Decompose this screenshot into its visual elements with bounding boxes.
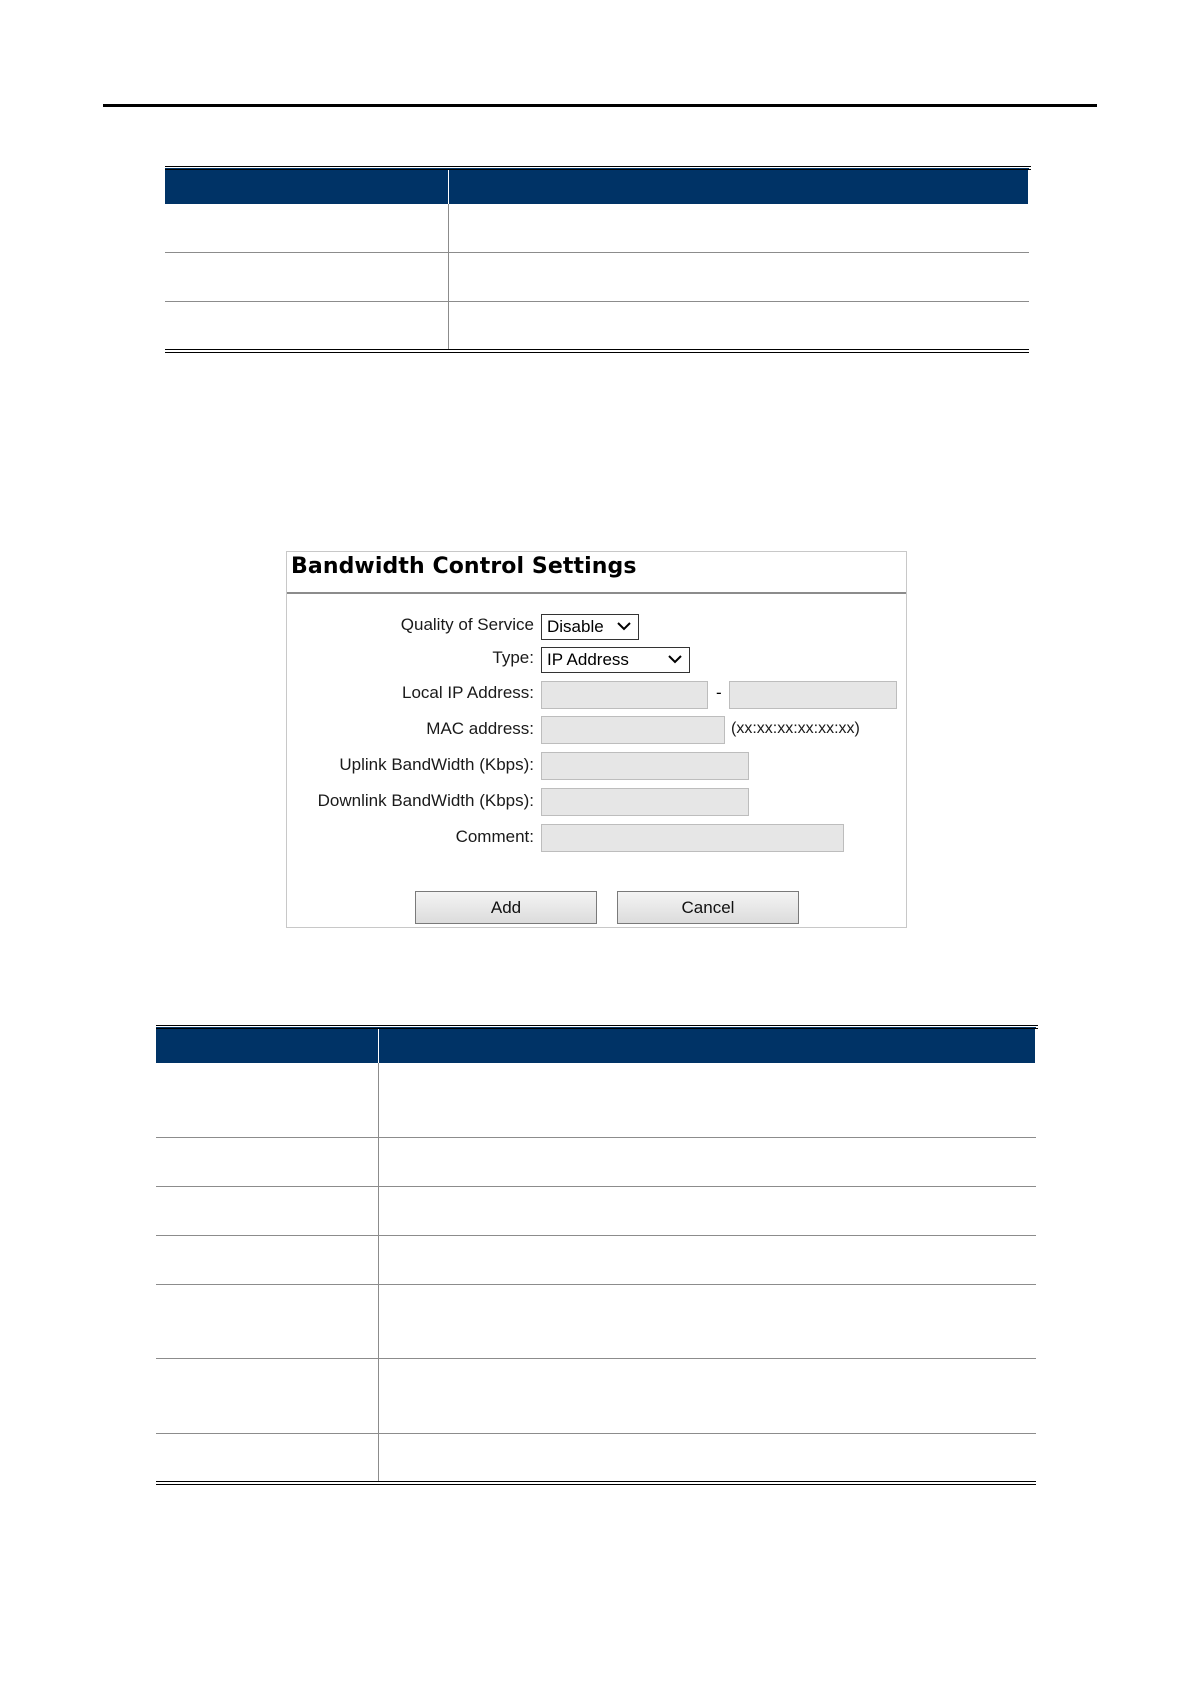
qos-select-value: Disable <box>547 617 604 636</box>
table-row <box>165 301 1029 351</box>
table-cell <box>156 1433 378 1483</box>
table-cell <box>165 204 448 252</box>
downlink-bandwidth-input[interactable] <box>541 788 749 816</box>
table-row <box>165 252 1029 301</box>
local-ip-start-input[interactable] <box>541 681 708 709</box>
local-ip-end-input[interactable] <box>729 681 897 709</box>
panel-title: Bandwidth Control Settings <box>291 554 637 579</box>
table-cell <box>156 1137 378 1186</box>
type-label: Type: <box>492 648 534 667</box>
table-cell <box>448 301 1029 351</box>
table-cell <box>156 1284 378 1358</box>
panel-title-divider <box>287 592 906 594</box>
add-button[interactable]: Add <box>415 891 597 924</box>
table-cell <box>378 1186 1036 1235</box>
qos-select[interactable] <box>541 614 639 640</box>
table-row <box>156 1137 1036 1186</box>
table-cell <box>448 204 1029 252</box>
uplink-label: Uplink BandWidth (Kbps): <box>339 755 534 774</box>
chevron-down-icon <box>667 651 683 667</box>
table-row <box>165 204 1029 252</box>
mac-format-hint: (xx:xx:xx:xx:xx:xx) <box>731 720 860 737</box>
table-header-cell <box>165 168 448 204</box>
mac-address-input[interactable] <box>541 716 725 744</box>
type-select[interactable] <box>541 647 690 673</box>
comment-label: Comment: <box>455 827 534 846</box>
table-row <box>156 1358 1036 1433</box>
table-cell <box>156 1358 378 1433</box>
table-header-cell <box>448 168 1029 204</box>
table-row <box>156 1284 1036 1358</box>
table-header-row <box>165 168 1029 204</box>
ip-range-separator: - <box>716 683 722 702</box>
table-row <box>156 1235 1036 1284</box>
table-cell <box>378 1433 1036 1483</box>
table-cell <box>378 1063 1036 1137</box>
table-cell <box>378 1235 1036 1284</box>
page-header-rule <box>103 104 1097 107</box>
table-cell <box>378 1137 1036 1186</box>
bandwidth-control-panel <box>286 551 907 928</box>
table-cell <box>165 301 448 351</box>
table-cell <box>165 252 448 301</box>
table-cell <box>378 1358 1036 1433</box>
table-header-cell <box>378 1027 1036 1063</box>
table-row <box>156 1063 1036 1137</box>
uplink-bandwidth-input[interactable] <box>541 752 749 780</box>
table-header-row <box>156 1027 1036 1063</box>
chevron-down-icon <box>616 618 632 634</box>
downlink-label: Downlink BandWidth (Kbps): <box>317 791 534 810</box>
local-ip-label: Local IP Address: <box>402 683 534 702</box>
cancel-button[interactable]: Cancel <box>617 891 799 924</box>
table-header-cell <box>156 1027 378 1063</box>
doc-table-1 <box>165 166 1031 353</box>
table-row <box>156 1186 1036 1235</box>
table-cell <box>156 1235 378 1284</box>
type-select-value: IP Address <box>547 650 629 669</box>
mac-label: MAC address: <box>426 719 534 738</box>
qos-label: Quality of Service <box>400 615 534 634</box>
table-cell <box>156 1186 378 1235</box>
table-cell <box>156 1063 378 1137</box>
comment-input[interactable] <box>541 824 844 852</box>
doc-table-2 <box>156 1025 1038 1485</box>
table-row <box>156 1433 1036 1483</box>
table-cell <box>378 1284 1036 1358</box>
table-cell <box>448 252 1029 301</box>
